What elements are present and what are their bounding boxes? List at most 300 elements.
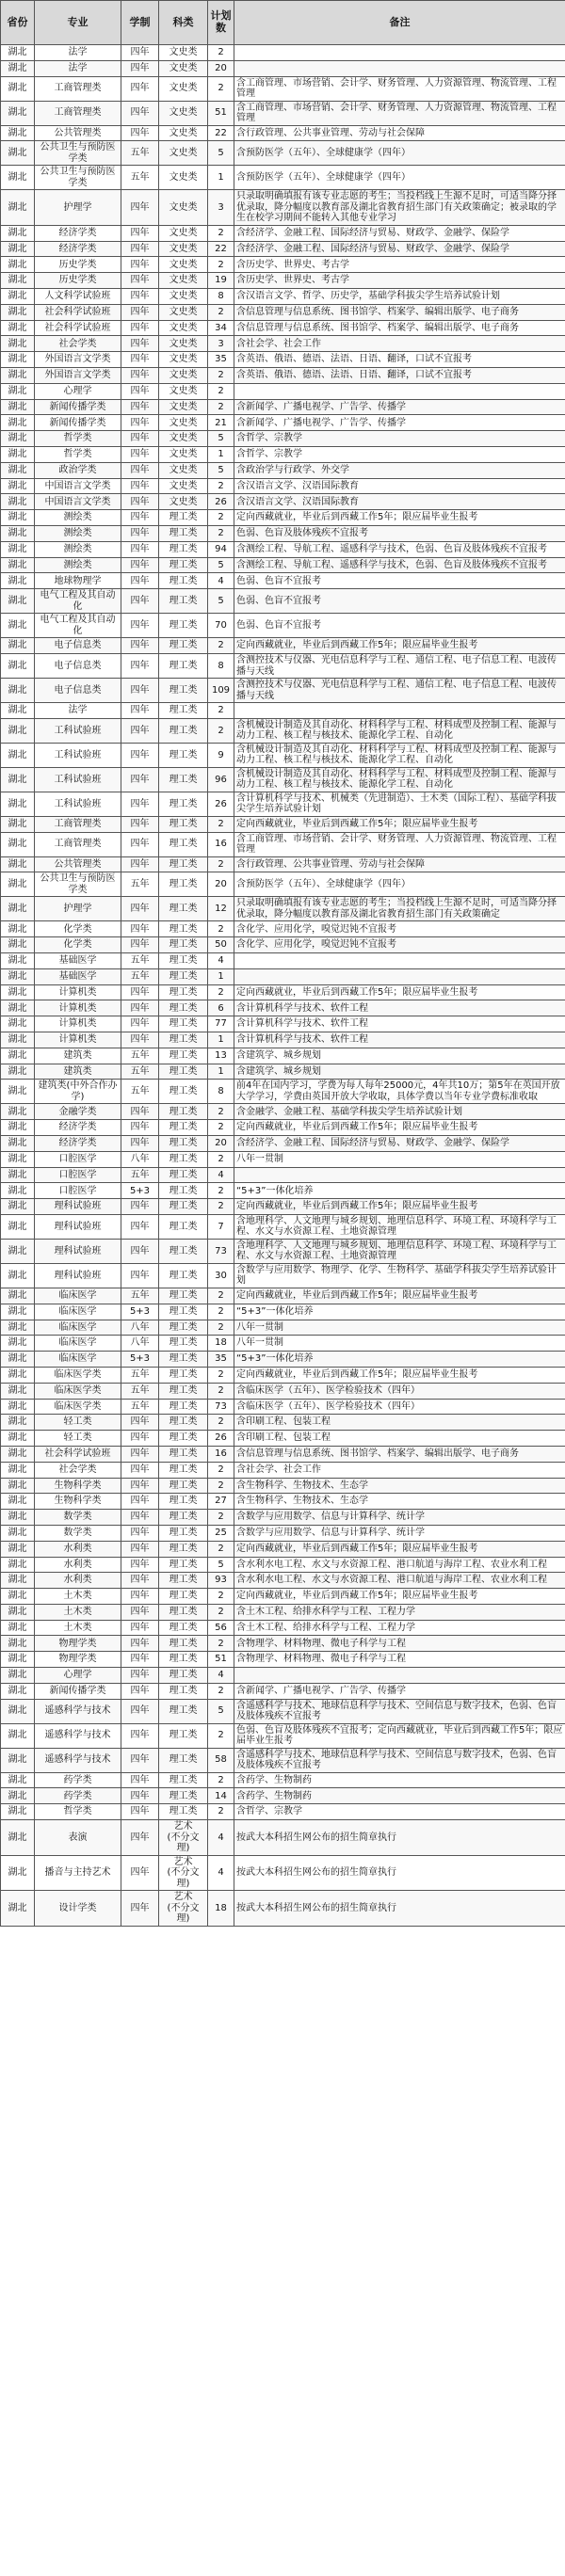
- cell-duration: 四年: [121, 1510, 159, 1526]
- table-row: [1, 1000, 565, 1016]
- cell-province: 湖北: [1, 336, 35, 352]
- cell-category: 理工类: [159, 792, 208, 816]
- cell-major: 临床医学类: [35, 1367, 121, 1383]
- cell-plan-count: 8: [208, 1080, 234, 1104]
- cell-province: 湖北: [1, 1135, 35, 1151]
- cell-remark: 含汉语言文学、汉语国际教育: [234, 494, 565, 510]
- cell-duration: 四年: [121, 1788, 159, 1804]
- cell-province: 湖北: [1, 1604, 35, 1620]
- cell-province: 湖北: [1, 743, 35, 767]
- cell-duration: 五年: [121, 1288, 159, 1304]
- cell-category: 文史类: [159, 494, 208, 510]
- cell-duration: 四年: [121, 1820, 159, 1856]
- cell-category: 理工类: [159, 1525, 208, 1541]
- table-row: [1, 273, 565, 289]
- cell-duration: 四年: [121, 76, 159, 101]
- cell-major: 基础医学: [35, 953, 121, 969]
- cell-province: 湖北: [1, 1683, 35, 1699]
- table-row: [1, 589, 565, 614]
- cell-province: 湖北: [1, 304, 35, 320]
- cell-duration: 四年: [121, 937, 159, 953]
- cell-plan-count: 2: [208, 1288, 234, 1304]
- cell-category: 文史类: [159, 447, 208, 463]
- cell-major: 经济学类: [35, 241, 121, 257]
- cell-province: 湖北: [1, 1352, 35, 1368]
- table-row: [1, 921, 565, 937]
- cell-plan-count: 109: [208, 679, 234, 703]
- cell-remark: 定向西藏就业，毕业后到西藏工作5年；限应届毕业生报考: [234, 1367, 565, 1383]
- cell-remark: 含历史学、世界史、考古学: [234, 273, 565, 289]
- cell-duration: 四年: [121, 431, 159, 447]
- cell-province: 湖北: [1, 1199, 35, 1215]
- table-row: [1, 1304, 565, 1320]
- table-row: [1, 1239, 565, 1263]
- cell-plan-count: 77: [208, 1016, 234, 1032]
- cell-duration: 四年: [121, 1541, 159, 1557]
- cell-duration: 四年: [121, 415, 159, 431]
- table-row: [1, 1183, 565, 1199]
- cell-category: 文史类: [159, 225, 208, 241]
- cell-major: 经济学类: [35, 225, 121, 241]
- cell-major: 工商管理类: [35, 76, 121, 101]
- table-row: [1, 431, 565, 447]
- cell-duration: 四年: [121, 304, 159, 320]
- table-row: [1, 1462, 565, 1478]
- cell-province: 湖北: [1, 654, 35, 679]
- cell-duration: 四年: [121, 718, 159, 743]
- cell-plan-count: 3: [208, 190, 234, 226]
- table-row: [1, 573, 565, 589]
- cell-category: 理工类: [159, 1788, 208, 1804]
- cell-remark: 含测绘工程、导航工程、遥感科学与技术，色弱、色盲及肢体残疾不宜报考: [234, 557, 565, 573]
- cell-duration: 四年: [121, 289, 159, 305]
- cell-category: 理工类: [159, 1683, 208, 1699]
- cell-remark: 含机械设计制造及其自动化、材料科学与工程、材料成型及控制工程、能源与动力工程、核工程与核技术、能源化学工程、自动化: [234, 718, 565, 743]
- cell-category: 理工类: [159, 654, 208, 679]
- table-row: [1, 792, 565, 816]
- cell-duration: 四年: [121, 767, 159, 792]
- cell-plan-count: 93: [208, 1573, 234, 1589]
- cell-major: 护理学: [35, 897, 121, 921]
- cell-duration: 五年: [121, 166, 159, 190]
- cell-duration: 四年: [121, 399, 159, 415]
- cell-province: 湖北: [1, 462, 35, 478]
- cell-province: 湖北: [1, 1000, 35, 1016]
- cell-plan-count: 2: [208, 816, 234, 832]
- cell-remark: 定向西藏就业，毕业后到西藏工作5年；限应届毕业生报考: [234, 816, 565, 832]
- cell-province: 湖北: [1, 937, 35, 953]
- cell-duration: 四年: [121, 368, 159, 384]
- cell-remark: 定向西藏就业，毕业后到西藏工作5年；限应届毕业生报考: [234, 984, 565, 1000]
- cell-plan-count: 2: [208, 1304, 234, 1320]
- cell-remark: 定向西藏就业，毕业后到西藏工作5年；限应届毕业生报考: [234, 1589, 565, 1605]
- cell-plan-count: 50: [208, 937, 234, 953]
- cell-plan-count: 2: [208, 1320, 234, 1336]
- cell-plan-count: 25: [208, 1525, 234, 1541]
- table-row: [1, 352, 565, 368]
- cell-province: 湖北: [1, 856, 35, 872]
- cell-province: 湖北: [1, 872, 35, 897]
- cell-remark: [234, 968, 565, 984]
- cell-duration: 四年: [121, 1557, 159, 1573]
- cell-category: 理工类: [159, 1636, 208, 1652]
- table-row: [1, 654, 565, 679]
- cell-major: 心理学: [35, 383, 121, 399]
- cell-major: 测绘类: [35, 510, 121, 526]
- table-row: [1, 703, 565, 719]
- cell-plan-count: 2: [208, 510, 234, 526]
- table-row: [1, 968, 565, 984]
- cell-major: 理科试验班: [35, 1239, 121, 1263]
- cell-category: 文史类: [159, 45, 208, 61]
- cell-duration: 四年: [121, 494, 159, 510]
- cell-category: 理工类: [159, 937, 208, 953]
- table-body: [1, 45, 565, 1927]
- cell-remark: 含化学、应用化学，嗅觉迟钝不宜报考: [234, 937, 565, 953]
- cell-province: 湖北: [1, 241, 35, 257]
- cell-remark: 含建筑学、城乡规划: [234, 1048, 565, 1064]
- cell-plan-count: 51: [208, 1652, 234, 1668]
- cell-remark: “5+3”一体化培养: [234, 1304, 565, 1320]
- cell-major: 水利类: [35, 1541, 121, 1557]
- cell-category: 理工类: [159, 1000, 208, 1016]
- cell-major: 法学: [35, 45, 121, 61]
- cell-major: 化学类: [35, 921, 121, 937]
- table-row: [1, 45, 565, 61]
- cell-category: 理工类: [159, 1304, 208, 1320]
- cell-plan-count: 2: [208, 76, 234, 101]
- cell-remark: 色弱、色盲不宜报考: [234, 614, 565, 638]
- cell-remark: “5+3”一体化培养: [234, 1183, 565, 1199]
- cell-major: 电子信息类: [35, 654, 121, 679]
- cell-major: 化学类: [35, 937, 121, 953]
- cell-remark: 含社会学、社会工作: [234, 336, 565, 352]
- cell-major: 设计学类: [35, 1891, 121, 1927]
- cell-major: 历史学类: [35, 273, 121, 289]
- cell-plan-count: 2: [208, 304, 234, 320]
- cell-plan-count: 58: [208, 1748, 234, 1772]
- cell-category: 理工类: [159, 1510, 208, 1526]
- cell-major: 轻工类: [35, 1431, 121, 1447]
- cell-category: 艺术 (不分文理): [159, 1891, 208, 1927]
- cell-remark: 含土木工程、给排水科学与工程、工程力学: [234, 1620, 565, 1636]
- cell-duration: 四年: [121, 1652, 159, 1668]
- cell-category: 文史类: [159, 399, 208, 415]
- cell-category: 文史类: [159, 478, 208, 494]
- cell-category: 理工类: [159, 743, 208, 767]
- cell-major: 工科试验班: [35, 767, 121, 792]
- cell-province: 湖北: [1, 1748, 35, 1772]
- table-row: [1, 1804, 565, 1820]
- cell-plan-count: 2: [208, 1104, 234, 1120]
- table-row: [1, 1478, 565, 1494]
- cell-major: 水利类: [35, 1573, 121, 1589]
- cell-plan-count: 6: [208, 1000, 234, 1016]
- cell-remark: 含新闻学、广播电视学、广告学、传播学: [234, 399, 565, 415]
- cell-major: 土木类: [35, 1589, 121, 1605]
- cell-plan-count: 12: [208, 897, 234, 921]
- cell-plan-count: 26: [208, 792, 234, 816]
- cell-duration: 五年: [121, 1080, 159, 1104]
- cell-major: 理科试验班: [35, 1214, 121, 1239]
- cell-province: 湖北: [1, 383, 35, 399]
- cell-category: 理工类: [159, 718, 208, 743]
- cell-category: 理工类: [159, 984, 208, 1000]
- cell-duration: 五年: [121, 968, 159, 984]
- cell-category: 理工类: [159, 541, 208, 557]
- header-major: 专业: [35, 1, 121, 45]
- cell-category: 理工类: [159, 1668, 208, 1684]
- cell-major: 公共管理类: [35, 125, 121, 141]
- cell-province: 湖北: [1, 1652, 35, 1668]
- cell-province: 湖北: [1, 767, 35, 792]
- cell-duration: 四年: [121, 273, 159, 289]
- cell-remark: 含经济学、金融工程、国际经济与贸易、财政学、金融学、保险学: [234, 225, 565, 241]
- cell-major: 建筑类(中外合作办学): [35, 1080, 121, 1104]
- cell-major: 测绘类: [35, 557, 121, 573]
- cell-duration: 四年: [121, 241, 159, 257]
- cell-duration: 四年: [121, 816, 159, 832]
- cell-duration: 五年: [121, 1167, 159, 1183]
- table-row: [1, 1320, 565, 1336]
- cell-province: 湖北: [1, 1636, 35, 1652]
- cell-plan-count: 1: [208, 1032, 234, 1048]
- cell-category: 理工类: [159, 1446, 208, 1462]
- cell-province: 湖北: [1, 1399, 35, 1415]
- cell-remark: 含土木工程、给排水科学与工程、工程力学: [234, 1604, 565, 1620]
- cell-major: 口腔医学: [35, 1151, 121, 1167]
- cell-major: 电气工程及其自动化: [35, 589, 121, 614]
- cell-remark: [234, 703, 565, 719]
- table-row: [1, 1120, 565, 1136]
- cell-plan-count: 22: [208, 241, 234, 257]
- cell-remark: 含新闻学、广播电视学、广告学、传播学: [234, 1683, 565, 1699]
- cell-province: 湖北: [1, 320, 35, 336]
- table-row: [1, 257, 565, 273]
- cell-remark: 定向西藏就业，毕业后到西藏工作5年；限应届毕业生报考: [234, 510, 565, 526]
- table-row: [1, 1855, 565, 1891]
- table-row: [1, 1263, 565, 1288]
- cell-province: 湖北: [1, 1239, 35, 1263]
- cell-category: 理工类: [159, 1336, 208, 1352]
- table-row: [1, 478, 565, 494]
- cell-category: 理工类: [159, 1016, 208, 1032]
- table-row: [1, 953, 565, 969]
- cell-major: 心理学: [35, 1668, 121, 1684]
- cell-major: 工科试验班: [35, 718, 121, 743]
- cell-duration: 四年: [121, 1525, 159, 1541]
- cell-category: 文史类: [159, 60, 208, 76]
- table-row: [1, 336, 565, 352]
- cell-duration: 5+3: [121, 1183, 159, 1199]
- cell-major: 计算机类: [35, 1032, 121, 1048]
- cell-category: 文史类: [159, 415, 208, 431]
- cell-category: 理工类: [159, 1652, 208, 1668]
- cell-duration: 四年: [121, 1000, 159, 1016]
- cell-province: 湖北: [1, 257, 35, 273]
- cell-remark: 只录取明确填报有该专业志愿的考生；当投档线上生源不足时，可适当降分择优录取，降分幅度以教育部及湖北省教育招生部门有关政策确定: [234, 897, 565, 921]
- table-row: [1, 872, 565, 897]
- cell-category: 艺术 (不分文理): [159, 1820, 208, 1856]
- cell-province: 湖北: [1, 541, 35, 557]
- cell-category: 理工类: [159, 1772, 208, 1788]
- cell-plan-count: 27: [208, 1494, 234, 1510]
- cell-duration: 八年: [121, 1336, 159, 1352]
- cell-province: 湖北: [1, 1336, 35, 1352]
- cell-major: 哲学类: [35, 431, 121, 447]
- table-row: [1, 1151, 565, 1167]
- cell-duration: 四年: [121, 1699, 159, 1723]
- cell-duration: 五年: [121, 1367, 159, 1383]
- cell-duration: 四年: [121, 125, 159, 141]
- table-row: [1, 225, 565, 241]
- cell-remark: 八年一贯制: [234, 1151, 565, 1167]
- cell-category: 理工类: [159, 1723, 208, 1748]
- cell-remark: [234, 45, 565, 61]
- cell-major: 哲学类: [35, 447, 121, 463]
- cell-major: 计算机类: [35, 984, 121, 1000]
- cell-remark: 色弱、色盲及肢体残疾不宜报考: [234, 526, 565, 542]
- cell-major: 哲学类: [35, 1804, 121, 1820]
- cell-plan-count: 2: [208, 1589, 234, 1605]
- table-row: [1, 1820, 565, 1856]
- table-row: [1, 638, 565, 654]
- cell-remark: 含政治学与行政学、外交学: [234, 462, 565, 478]
- cell-category: 理工类: [159, 1183, 208, 1199]
- cell-duration: 5+3: [121, 1352, 159, 1368]
- cell-duration: 四年: [121, 45, 159, 61]
- cell-plan-count: 5: [208, 557, 234, 573]
- cell-major: 测绘类: [35, 526, 121, 542]
- cell-plan-count: 2: [208, 638, 234, 654]
- cell-major: 外国语言文学类: [35, 352, 121, 368]
- cell-plan-count: 30: [208, 1263, 234, 1288]
- cell-category: 文史类: [159, 383, 208, 399]
- cell-province: 湖北: [1, 638, 35, 654]
- cell-major: 中国语言文学类: [35, 478, 121, 494]
- cell-plan-count: 4: [208, 1668, 234, 1684]
- cell-category: 理工类: [159, 1589, 208, 1605]
- cell-plan-count: 2: [208, 1183, 234, 1199]
- cell-province: 湖北: [1, 897, 35, 921]
- cell-major: 法学: [35, 703, 121, 719]
- cell-remark: 含物理学、材料物理、微电子科学与工程: [234, 1636, 565, 1652]
- cell-remark: 按武大本科招生网公布的招生简章执行: [234, 1891, 565, 1927]
- cell-category: 理工类: [159, 1214, 208, 1239]
- cell-category: 文史类: [159, 320, 208, 336]
- cell-duration: 四年: [121, 1120, 159, 1136]
- cell-duration: 四年: [121, 1415, 159, 1431]
- cell-remark: [234, 953, 565, 969]
- cell-category: 理工类: [159, 921, 208, 937]
- table-row: [1, 1383, 565, 1399]
- cell-province: 湖北: [1, 1415, 35, 1431]
- cell-category: 理工类: [159, 614, 208, 638]
- cell-category: 理工类: [159, 1620, 208, 1636]
- cell-remark: 按武大本科招生网公布的招生简章执行: [234, 1820, 565, 1856]
- cell-category: 文史类: [159, 241, 208, 257]
- table-row: [1, 614, 565, 638]
- cell-major: 中国语言文学类: [35, 494, 121, 510]
- cell-plan-count: 35: [208, 1352, 234, 1368]
- cell-plan-count: 21: [208, 415, 234, 431]
- cell-duration: 四年: [121, 573, 159, 589]
- cell-province: 湖北: [1, 1048, 35, 1064]
- cell-duration: 四年: [121, 101, 159, 125]
- cell-province: 湖北: [1, 703, 35, 719]
- cell-plan-count: 7: [208, 1214, 234, 1239]
- cell-plan-count: 5: [208, 141, 234, 166]
- cell-plan-count: 8: [208, 289, 234, 305]
- cell-duration: 四年: [121, 478, 159, 494]
- cell-province: 湖北: [1, 573, 35, 589]
- table-header: [1, 1, 565, 45]
- table-row: [1, 856, 565, 872]
- cell-plan-count: 2: [208, 1804, 234, 1820]
- cell-major: 临床医学类: [35, 1399, 121, 1415]
- cell-remark: 含信息管理与信息系统、图书馆学、档案学、编辑出版学、电子商务: [234, 320, 565, 336]
- cell-category: 理工类: [159, 856, 208, 872]
- cell-plan-count: 2: [208, 1604, 234, 1620]
- cell-plan-count: 51: [208, 101, 234, 125]
- cell-province: 湖北: [1, 76, 35, 101]
- cell-province: 湖北: [1, 1214, 35, 1239]
- cell-remark: 含机械设计制造及其自动化、材料科学与工程、材料成型及控制工程、能源与动力工程、核工程与核技术、能源化学工程、自动化: [234, 743, 565, 767]
- cell-category: 文史类: [159, 431, 208, 447]
- cell-category: 理工类: [159, 1120, 208, 1136]
- cell-province: 湖北: [1, 1104, 35, 1120]
- table-row: [1, 1788, 565, 1804]
- cell-major: 经济学类: [35, 1135, 121, 1151]
- cell-province: 湖北: [1, 1462, 35, 1478]
- cell-major: 临床医学: [35, 1288, 121, 1304]
- cell-duration: 五年: [121, 1399, 159, 1415]
- cell-plan-count: 2: [208, 1636, 234, 1652]
- table-row: [1, 1604, 565, 1620]
- table-row: [1, 1431, 565, 1447]
- cell-remark: 含英语、俄语、德语、法语、日语、翻译，口试不宜报考: [234, 352, 565, 368]
- cell-remark: 含哲学、宗教学: [234, 431, 565, 447]
- cell-category: 理工类: [159, 1383, 208, 1399]
- cell-category: 文史类: [159, 289, 208, 305]
- cell-remark: 只录取明确填报有该专业志愿的考生；当投档线上生源不足时，可适当降分择优录取，降分幅度以教育部及湖北省教育招生部门有关政策确定；被录取的学生在校学习期间不能转入其他专业学习: [234, 190, 565, 226]
- cell-remark: 含数学与应用数学、信息与计算科学、统计学: [234, 1510, 565, 1526]
- cell-duration: 四年: [121, 1462, 159, 1478]
- cell-province: 湖北: [1, 1620, 35, 1636]
- table-row: [1, 1048, 565, 1064]
- cell-remark: 定向西藏就业，毕业后到西藏工作5年；限应届毕业生报考: [234, 1541, 565, 1557]
- table-row: [1, 60, 565, 76]
- cell-remark: 含哲学、宗教学: [234, 1804, 565, 1820]
- table-row: [1, 718, 565, 743]
- cell-category: 理工类: [159, 1199, 208, 1215]
- cell-duration: 四年: [121, 1804, 159, 1820]
- cell-remark: 含工商管理、市场营销、会计学、财务管理、人力资源管理、物流管理、工程管理: [234, 76, 565, 101]
- cell-province: 湖北: [1, 589, 35, 614]
- cell-plan-count: 9: [208, 743, 234, 767]
- cell-major: 历史学类: [35, 257, 121, 273]
- cell-major: 遥感科学与技术: [35, 1723, 121, 1748]
- cell-category: 理工类: [159, 1288, 208, 1304]
- cell-major: 数学类: [35, 1525, 121, 1541]
- cell-remark: 含机械设计制造及其自动化、材料科学与工程、材料成型及控制工程、能源与动力工程、核工程与核技术、能源化学工程、自动化: [234, 767, 565, 792]
- cell-major: 计算机类: [35, 1000, 121, 1016]
- cell-plan-count: 2: [208, 1199, 234, 1215]
- cell-plan-count: 26: [208, 494, 234, 510]
- cell-plan-count: 2: [208, 856, 234, 872]
- cell-province: 湖北: [1, 1320, 35, 1336]
- cell-duration: 五年: [121, 1383, 159, 1399]
